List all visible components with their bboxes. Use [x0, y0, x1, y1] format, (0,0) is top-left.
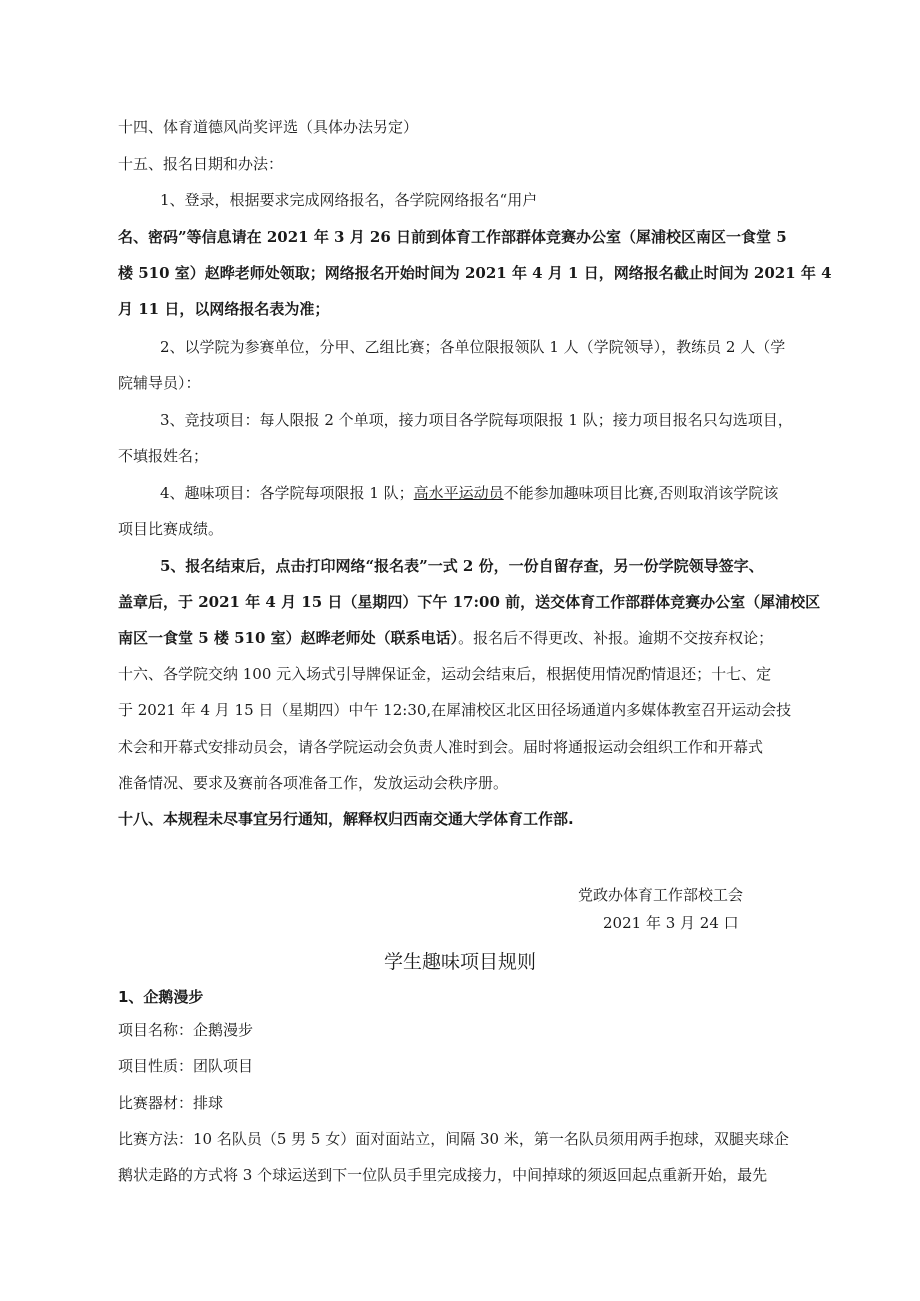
item-4-text-end: 不能参加趣味项目比赛,否则取消该学院该 [503, 484, 779, 502]
rule-1-nature [118, 1056, 253, 1076]
section-16-line-3: 术会和开幕式安排动员会，请各学院运动会负责人准时到会。届时将通报运动会组织工作和开幕式 [118, 738, 764, 756]
rule-1-nature-value: 团队项目 [193, 1057, 254, 1075]
rules-title: 学生趣味项目规则 [383, 951, 536, 973]
item-2-line-2: 院辅导员）： [118, 374, 201, 392]
item-3-line-1: 3、竞技项目：每人限报 2 个单项，接力项目各学院每项限报 1 队；接力项目报名只勾选项目， [160, 411, 793, 429]
section-14: 十四、体育道德风尚奖评选（具体办法另定） [118, 118, 419, 136]
section-16-line-4: 准备情况、要求及赛前各项准备工作，发放运动会秩序册。 [118, 774, 509, 792]
item-2-line-1: 2、以学院为参赛单位，分甲、乙组比赛；各单位限报领队 1 人（学院领导），教练员 2 人（学 [160, 338, 786, 356]
signature-date: 2021 年 3 月 24 口 [603, 914, 739, 932]
section-18: 十八、本规程未尽事宜另行通知，解释权归西南交通大学体育工作部. [118, 810, 574, 828]
item-3-line-2: 不填报姓名； [118, 447, 209, 465]
rule-1-equipment-label: 比赛器材： [118, 1094, 194, 1112]
section-15-heading: 十五、报名日期和办法： [118, 155, 284, 173]
rule-1-equipment [118, 1093, 223, 1113]
item-5-line-3 [118, 628, 773, 648]
item-5-contact: 南区一食堂 5 楼 510 室）赵晔老师处（联系电话） [118, 629, 459, 647]
rule-1-nature-label: 项目性质： [118, 1057, 194, 1075]
rule-1-heading: 1、企鹅漫步 [118, 988, 204, 1006]
rule-1-equipment-value: 排球 [193, 1094, 224, 1112]
section-16-line-2: 于 2021 年 4 月 15 日（星期四）中午 12:30,在犀浦校区北区田径场通道内多媒体教室召开运动会技 [118, 701, 792, 719]
item-4-line-2: 项目比赛成绩。 [118, 520, 224, 538]
item-5-line-2: 盖章后，于 2021 年 4 月 15 日（星期四）下午 17:00 前，送交体育工作部群体竞赛办公室（犀浦校区 [118, 593, 821, 611]
item-1-line-1: 1、登录，根据要求完成网络报名，各学院网络报名“用户 [160, 191, 538, 209]
item-4-line-1 [160, 483, 778, 503]
item-1-line-2: 名、密码”等信息请在 2021 年 3 月 26 日前到体育工作部群体竞赛办公室（犀浦校区南区一食堂 5 [118, 228, 787, 246]
item-5-line-1: 5、报名结束后，点击打印网络“报名表”一式 2 份，一份自留存查，另一份学院领导签字、 [160, 557, 764, 575]
high-level-athlete-link: 高水平运动员 [413, 484, 504, 502]
rule-1-name [118, 1020, 253, 1040]
item-5-note: 。报名后不得更改、补报。逾期不交按弃权论； [458, 629, 774, 647]
rule-1-method-line-1: 比赛方法：10 名队员（5 男 5 女）面对面站立，间隔 30 米，第一名队员须用两手抱球，双腿夹球企 [118, 1130, 789, 1148]
rule-1-method-line-2: 鹅状走路的方式将 3 个球运送到下一位队员手里完成接力，中间掉球的须返回起点重新开始，最先 [118, 1166, 768, 1184]
signature-org: 党政办体育工作部校工会 [578, 886, 744, 904]
item-1-line-4: 月 11 日，以网络报名表为准； [118, 300, 330, 318]
section-16-line-1: 十六、各学院交纳 100 元入场式引导牌保证金，运动会结束后，根据使用情况酌情退还；十七、定 [118, 665, 772, 683]
rule-1-name-label: 项目名称： [118, 1021, 194, 1039]
item-1-line-3: 楼 510 室）赵晔老师处领取；网络报名开始时间为 2021 年 4 月 1 日，网络报名截止时间为 2021 年 4 [118, 264, 832, 282]
item-4-text-start: 4、趣味项目：各学院每项限报 1 队； [160, 484, 414, 502]
rule-1-name-value: 企鹅漫步 [193, 1021, 254, 1039]
